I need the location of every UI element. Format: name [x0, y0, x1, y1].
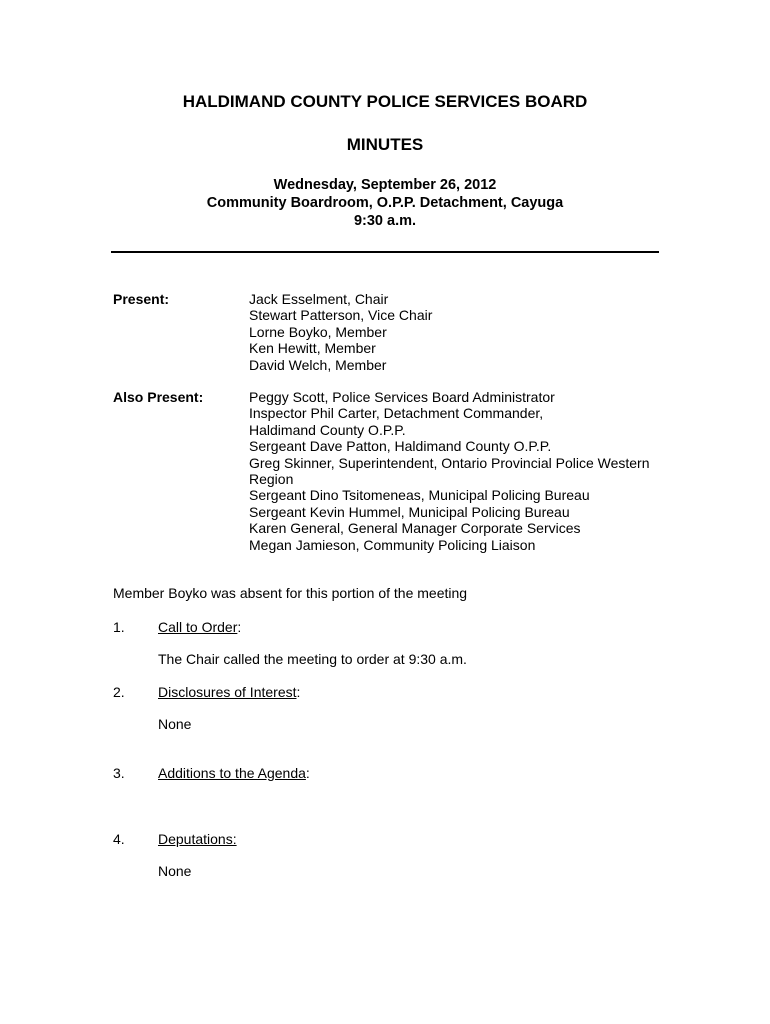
attendee: Stewart Patterson, Vice Chair	[249, 307, 433, 324]
item-body: None	[158, 716, 192, 732]
attendee: Ken Hewitt, Member	[249, 340, 376, 357]
item-number: 1.	[113, 619, 125, 635]
item-heading	[158, 619, 241, 635]
attendee: Sergeant Kevin Hummel, Municipal Policing Bureau	[249, 503, 570, 520]
attendee: Region	[249, 471, 294, 488]
meeting-date: Wednesday, September 26, 2012	[273, 177, 497, 193]
item-heading-suffix: :	[296, 684, 301, 700]
item-heading	[158, 765, 310, 781]
item-body: The Chair called the meeting to order at 9:30 a.m.	[158, 651, 467, 667]
present-list	[249, 291, 432, 373]
item-heading-text: Additions to the Agenda	[158, 765, 306, 781]
attendee: Lorne Boyko, Member	[249, 323, 387, 340]
header-divider	[111, 251, 659, 253]
item-number: 3.	[113, 765, 125, 781]
item-heading-suffix: :	[237, 619, 242, 635]
attendee: David Welch, Member	[249, 356, 387, 373]
item-heading	[158, 831, 237, 847]
meeting-location: Community Boardroom, O.P.P. Detachment, Cayuga	[206, 195, 564, 211]
item-number: 2.	[113, 684, 125, 700]
item-heading-text: Call to Order	[158, 619, 238, 635]
item-heading-text: Disclosures of Interest	[158, 684, 297, 700]
attendee: Inspector Phil Carter, Detachment Commander,	[249, 405, 544, 422]
item-heading-text: Deputations:	[158, 831, 237, 847]
attendee: Jack Esselment, Chair	[249, 291, 389, 307]
present-label: Present:	[113, 291, 170, 307]
document-subtitle: MINUTES	[346, 135, 424, 154]
meeting-time: 9:30 a.m.	[353, 213, 417, 229]
item-number: 4.	[113, 831, 125, 847]
attendee: Sergeant Dave Patton, Haldimand County O.P.P.	[249, 438, 552, 455]
attendee: Megan Jamieson, Community Policing Liaison	[249, 536, 536, 553]
attendee: Sergeant Dino Tsitomeneas, Municipal Policing Bureau	[249, 487, 590, 504]
attendee: Karen General, General Manager Corporate Services	[249, 520, 581, 537]
attendee: Greg Skinner, Superintendent, Ontario Provincial Police Western	[249, 454, 650, 471]
also-present-label: Also Present:	[113, 389, 204, 405]
absence-note: Member Boyko was absent for this portion of the meeting	[113, 585, 468, 601]
item-heading-suffix: :	[305, 765, 310, 781]
attendee: Peggy Scott, Police Services Board Administrator	[249, 389, 555, 405]
also-present-list	[249, 389, 650, 553]
item-body: None	[158, 863, 192, 879]
attendee: Haldimand County O.P.P.	[249, 421, 406, 438]
item-heading	[158, 684, 300, 700]
document-title: HALDIMAND COUNTY POLICE SERVICES BOARD	[182, 92, 588, 111]
